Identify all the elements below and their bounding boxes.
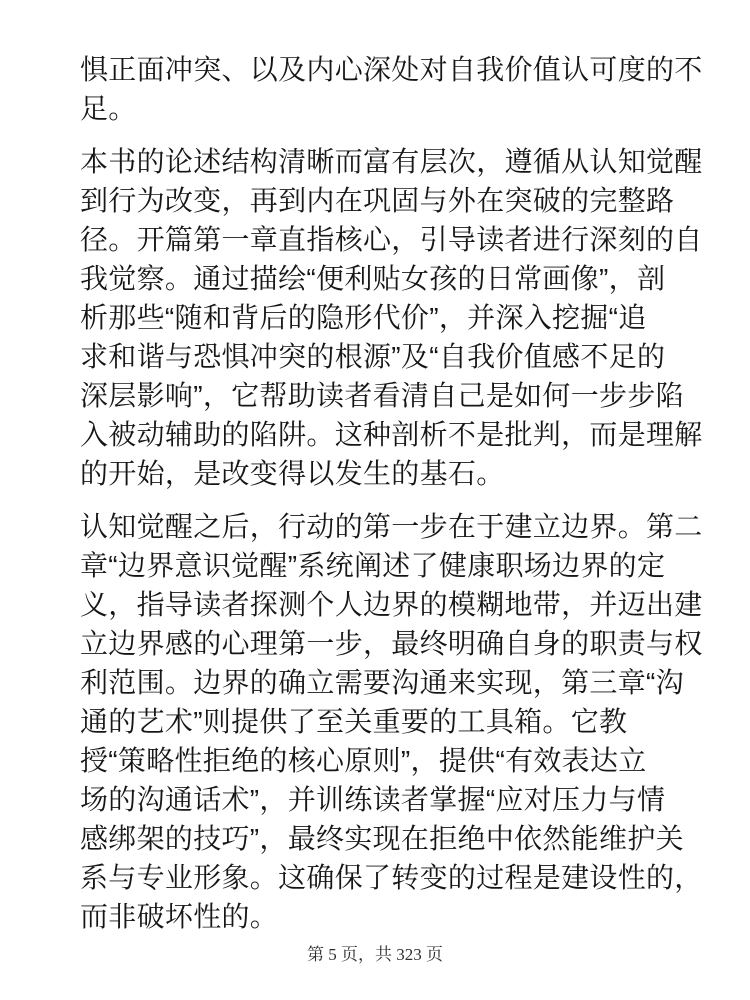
page-indicator: 第 5 页，共 323 页 [307,945,443,964]
document-body [80,50,703,950]
text-line: 析那些“随和背后的隐形代价”，并深入挖掘“追 [80,302,647,333]
text-line: 场的沟通话术”，并训练读者掌握“应对压力与情 [80,784,666,815]
text-line: 我觉察。通过描绘“便利贴女孩的日常画像”，剖 [80,263,666,294]
text-line: 径。开篇第一章直指核心，引导读者进行深刻的自 [80,224,703,255]
text-line: 深层影响”，它帮助读者看清自己是如何一步步陷 [80,380,684,411]
text-line: 足。 [80,93,137,124]
text-line: 认知觉醒之后，行动的第一步在于建立边界。第二 [80,511,703,542]
text-line: 系与专业形象。这确保了转变的过程是建设性的， [80,862,703,893]
text-line: 到行为改变，再到内在巩固与外在突破的完整路 [80,185,675,216]
text-line: 入被动辅助的陷阱。这种剖析不是批判，而是理解 [80,419,703,450]
text-line: 感绑架的技巧”，最终实现在拒绝中依然能维护关 [80,823,684,854]
paragraph [80,50,703,128]
text-line: 立边界感的心理第一步，最终明确自身的职责与权 [80,628,703,659]
text-line: 授“策略性拒绝的核心原则”，提供“有效表达立 [80,745,647,776]
text-line: 本书的论述结构清晰而富有层次，遵循从认知觉醒 [80,146,703,177]
text-line: 惧正面冲突、以及内心深处对自我价值认可度的不 [80,54,703,85]
text-line: 求和谐与恐惧冲突的根源”及“自我价值感不足的 [80,341,666,372]
text-line: 义，指导读者探测个人边界的模糊地带，并迈出建 [80,589,703,620]
paragraph [80,142,703,493]
text-line: 的开始，是改变得以发生的基石。 [80,458,505,489]
text-line: 而非破坏性的。 [80,901,279,932]
text-line: 通的艺术”则提供了至关重要的工具箱。它教 [80,706,628,737]
paragraph [80,507,703,936]
text-line: 章“边界意识觉醒”系统阐述了健康职场边界的定 [80,550,666,581]
page-footer [0,944,750,966]
text-line: 利范围。边界的确立需要沟通来实现，第三章“沟 [80,667,684,698]
